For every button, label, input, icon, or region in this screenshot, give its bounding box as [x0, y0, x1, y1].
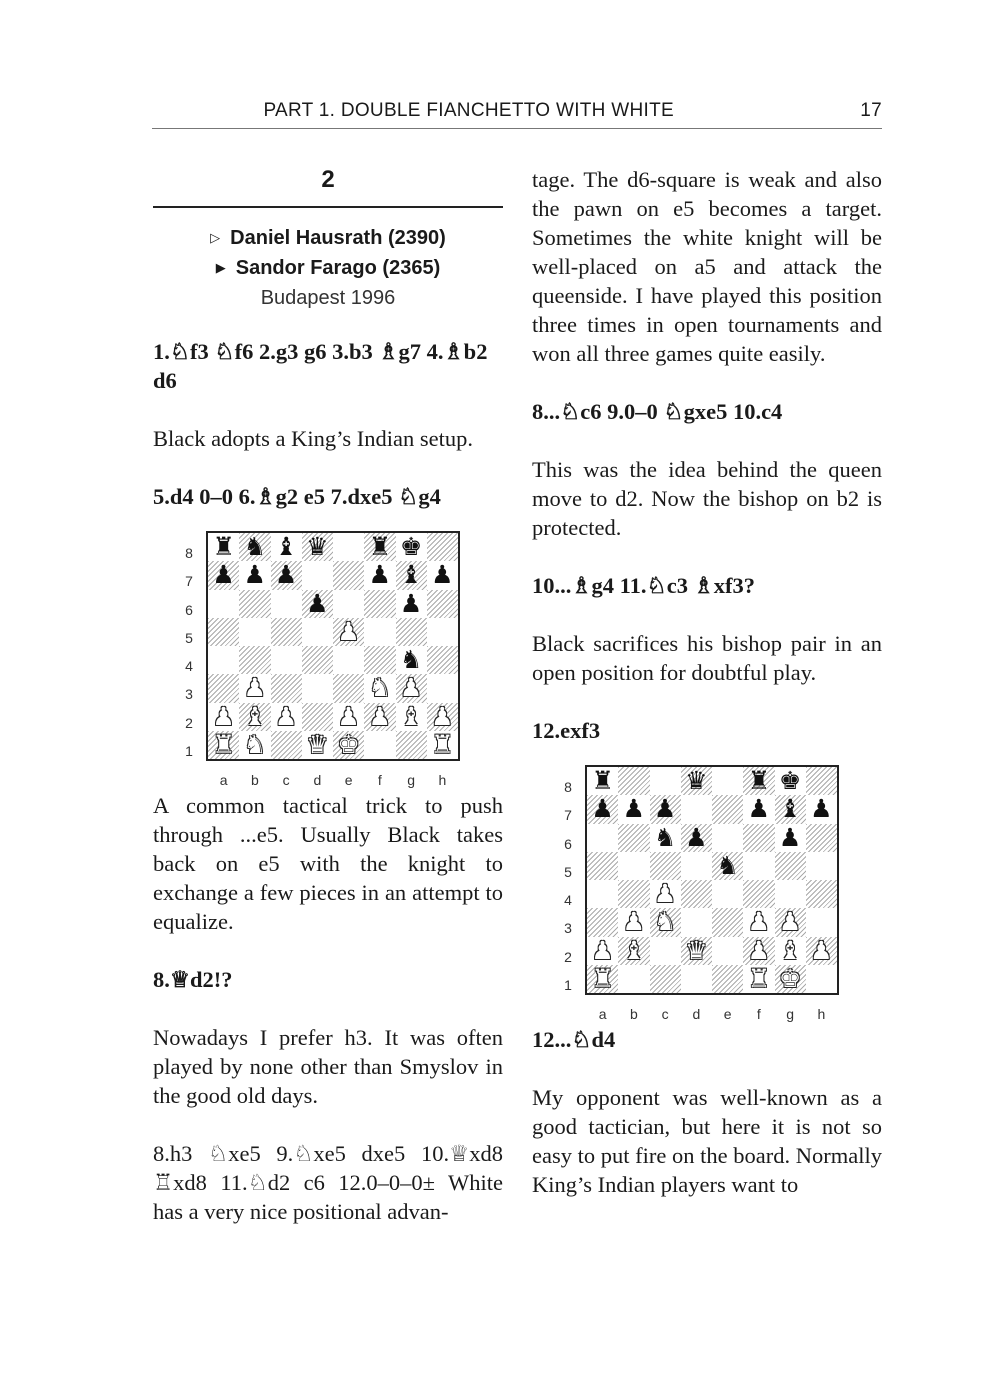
file-label: e [723, 1006, 732, 1022]
file-label: g [407, 772, 416, 788]
white-bishop-icon: ♝ [399, 701, 423, 731]
file-label: a [219, 772, 228, 788]
black-pawn-icon: ♟ [591, 794, 614, 824]
square-e7 [712, 795, 743, 823]
moves-3: 8.♕d2!? [153, 967, 233, 992]
white-pawn-icon: ♟ [431, 701, 454, 731]
square-b5 [239, 618, 270, 646]
square-e3 [712, 908, 743, 936]
white-rook-icon: ♜ [747, 963, 771, 993]
moves-7: 12...♘d4 [532, 1027, 616, 1052]
square-h1 [806, 965, 837, 993]
comment-8: My opponent was well-known as a good tactician, but here it is not so easy to put fire on the board. Normally King’s Indian players want to [532, 1085, 882, 1197]
black-bishop-icon: ♝ [778, 794, 802, 824]
comment-4: 8.h3 ♘xe5 9.♘xe5 dxe5 10.♕xd8 ♖xd8 11.♘d2 c6 12.0–0–0± White has a very nice positional advan- [153, 1141, 503, 1224]
file-label: c [282, 772, 290, 788]
white-pawn-icon: ♟ [622, 907, 646, 937]
white-pawn-icon: ♟ [399, 673, 423, 703]
white-bishop-icon: ♝ [243, 701, 267, 731]
black-knight-icon: ♞ [399, 645, 423, 674]
black-bishop-icon: ♝ [399, 560, 423, 590]
black-player: ▶ Sandor Farago (2365) [215, 257, 441, 279]
black-pawn-icon: ♟ [243, 560, 267, 590]
rank-label: 6 [185, 601, 193, 618]
game-number: 2 [321, 166, 335, 193]
square-b4 [239, 646, 270, 674]
moves-1: 1.♘f3 ♘f6 2.g3 g6 3.b3 ♗g7 4.♗b2 d6 [153, 339, 488, 393]
white-rook-icon: ♜ [212, 729, 235, 759]
comment-2: A common tactical trick to push through ...e5. Usually Black takes back on e5 with the knight to exchange a few pieces in an attempt to equalize. [153, 793, 503, 934]
square-h8 [427, 533, 458, 561]
file-label: a [598, 1006, 607, 1022]
square-e8 [712, 767, 743, 795]
square-d2 [302, 703, 333, 731]
black-queen-icon: ♛ [306, 532, 329, 561]
square-d7 [302, 561, 333, 589]
white-pawn-icon: ♟ [747, 907, 771, 937]
black-pawn-icon: ♟ [810, 794, 833, 824]
square-c1 [271, 731, 302, 759]
square-e7 [333, 561, 364, 589]
chapter-title: PART 1. DOUBLE FIANCHETTO WITH WHITE [263, 100, 674, 121]
square-c1 [650, 965, 681, 993]
black-knight-icon: ♞ [243, 532, 267, 561]
square-a3 [208, 674, 239, 702]
diagram-1 [153, 511, 503, 791]
square-c2 [650, 937, 681, 965]
white-pawn-icon: ♟ [337, 616, 360, 646]
square-b6 [239, 590, 270, 618]
black-pawn-icon: ♟ [306, 588, 329, 618]
black-pawn-icon: ♟ [212, 560, 235, 590]
white-king-icon: ♚ [337, 729, 360, 759]
black-rook-icon: ♜ [368, 532, 392, 561]
black-rook-icon: ♜ [591, 766, 614, 795]
diagram-2 [532, 745, 882, 1025]
square-h4 [427, 646, 458, 674]
white-pawn-icon: ♟ [274, 701, 298, 731]
square-d7 [681, 795, 712, 823]
square-h8 [806, 767, 837, 795]
rank-label: 1 [185, 742, 193, 759]
black-king-icon: ♚ [399, 532, 423, 561]
white-rook-icon: ♜ [591, 963, 614, 993]
moves-2: 5.d4 0–0 6.♗g2 e5 7.dxe5 ♘g4 [153, 484, 441, 509]
comment-3: Nowadays I prefer h3. It was often played by none other than Smyslov in the good old days. [153, 1025, 503, 1108]
square-h6 [427, 590, 458, 618]
file-label: g [786, 1006, 795, 1022]
black-pawn-icon: ♟ [653, 794, 677, 824]
square-d4 [302, 646, 333, 674]
square-b6 [618, 824, 649, 852]
white-pawn-icon: ♟ [337, 701, 360, 731]
black-pawn-icon: ♟ [368, 560, 392, 590]
white-pawn-icon: ♟ [810, 935, 833, 965]
chessboard-1 [185, 531, 460, 788]
left-column [153, 165, 503, 1226]
running-header [152, 98, 882, 129]
square-c4 [271, 646, 302, 674]
square-a4 [208, 646, 239, 674]
rank-label: 8 [185, 545, 193, 561]
right-column [532, 165, 882, 1199]
square-b8 [618, 767, 649, 795]
rank-label: 4 [185, 658, 193, 674]
game-players [153, 224, 503, 313]
comment-1: Black adopts a King’s Indian setup. [153, 426, 473, 451]
moves-6: 12.exf3 [532, 718, 601, 743]
file-label: h [817, 1006, 826, 1022]
white-pawn-icon: ♟ [591, 935, 614, 965]
white-queen-icon: ♛ [685, 935, 708, 965]
white-pawn-icon: ♟ [243, 673, 267, 703]
square-e8 [333, 533, 364, 561]
file-label: f [756, 1006, 761, 1022]
comment-6: This was the idea behind the queen move to d2. Now the bishop on b2 is protected. [532, 457, 882, 540]
square-c5 [650, 852, 681, 880]
square-f6 [364, 590, 395, 618]
black-bishop-icon: ♝ [274, 532, 298, 561]
rank-label: 4 [564, 892, 572, 908]
black-pawn-icon: ♟ [431, 560, 454, 590]
white-pawn-icon: ♟ [778, 907, 802, 937]
square-d3 [681, 908, 712, 936]
square-c3 [271, 674, 302, 702]
square-a5 [208, 618, 239, 646]
black-pawn-icon: ♟ [778, 822, 802, 852]
square-f6 [743, 824, 774, 852]
square-d1 [681, 965, 712, 993]
black-knight-icon: ♞ [653, 822, 677, 852]
black-queen-icon: ♛ [685, 766, 708, 795]
square-a3 [587, 908, 618, 936]
square-g1 [396, 731, 427, 759]
comment-7: Black sacrifices his bishop pair in an open position for doubtful play. [532, 631, 882, 685]
rank-label: 1 [564, 976, 572, 993]
page-number: 17 [860, 100, 882, 121]
chessboard-2 [564, 765, 839, 1022]
square-d5 [302, 618, 333, 646]
file-label: b [250, 772, 259, 788]
white-bishop-icon: ♝ [622, 935, 646, 965]
black-king-icon: ♚ [778, 766, 802, 795]
moves-4: 8...♘c6 9.0–0 ♘gxe5 10.c4 [532, 399, 783, 424]
file-label: d [313, 772, 322, 788]
white-rook-icon: ♜ [431, 729, 454, 759]
square-a4 [587, 880, 618, 908]
rank-label: 2 [564, 948, 572, 965]
square-h6 [806, 824, 837, 852]
square-f4 [364, 646, 395, 674]
square-h3 [806, 908, 837, 936]
square-b4 [618, 880, 649, 908]
comment-5: tage. The d6-square is weak and also the pawn on e5 becomes a target. Sometimes the white knight will be well-placed on a5 and attack the queenside. I have played this position three times in open tournaments and won all three games quite easily. [532, 167, 882, 366]
black-pawn-icon: ♟ [685, 822, 708, 852]
white-queen-icon: ♛ [306, 729, 329, 759]
square-e4 [333, 646, 364, 674]
square-g4 [775, 880, 806, 908]
venue: Budapest 1996 [260, 287, 396, 309]
white-knight-icon: ♞ [368, 673, 392, 703]
black-rook-icon: ♜ [747, 766, 771, 795]
file-label: e [344, 772, 353, 788]
black-pawn-icon: ♟ [747, 794, 771, 824]
square-e6 [333, 590, 364, 618]
file-label: d [692, 1006, 701, 1022]
square-d3 [302, 674, 333, 702]
square-h4 [806, 880, 837, 908]
black-triangle-icon: ▶ [215, 260, 226, 275]
square-e2 [712, 937, 743, 965]
square-c6 [271, 590, 302, 618]
black-pawn-icon: ♟ [622, 794, 646, 824]
black-pawn-icon: ♟ [274, 560, 298, 590]
square-f5 [364, 618, 395, 646]
rank-label: 2 [185, 714, 193, 731]
white-pawn-icon: ♟ [747, 935, 771, 965]
square-g5 [775, 852, 806, 880]
white-player: ▷ Daniel Hausrath (2390) [210, 227, 446, 249]
square-f1 [364, 731, 395, 759]
file-label: b [629, 1006, 638, 1022]
black-knight-icon: ♞ [716, 850, 739, 880]
square-f5 [743, 852, 774, 880]
square-e6 [712, 824, 743, 852]
rank-label: 3 [185, 686, 193, 703]
black-pawn-icon: ♟ [399, 588, 423, 618]
white-knight-icon: ♞ [243, 729, 267, 759]
white-pawn-icon: ♟ [653, 879, 677, 908]
black-rook-icon: ♜ [212, 532, 235, 561]
square-e1 [712, 965, 743, 993]
square-a6 [208, 590, 239, 618]
square-h3 [427, 674, 458, 702]
white-king-icon: ♚ [778, 963, 802, 993]
square-d5 [681, 852, 712, 880]
rank-label: 6 [564, 835, 572, 852]
square-a6 [587, 824, 618, 852]
rank-label: 3 [564, 920, 572, 937]
square-e4 [712, 880, 743, 908]
rank-label: 7 [564, 807, 572, 824]
file-label: c [661, 1006, 669, 1022]
moves-5: 10...♗g4 11.♘c3 ♗xf3? [532, 573, 756, 598]
square-e3 [333, 674, 364, 702]
white-triangle-icon: ▷ [210, 230, 221, 245]
square-h5 [427, 618, 458, 646]
square-c8 [650, 767, 681, 795]
file-label: f [377, 772, 382, 788]
square-b5 [618, 852, 649, 880]
square-b1 [618, 965, 649, 993]
white-pawn-icon: ♟ [368, 701, 392, 731]
rank-label: 5 [185, 629, 193, 646]
square-g5 [396, 618, 427, 646]
rank-label: 7 [185, 573, 193, 590]
game-divider [153, 206, 503, 208]
white-knight-icon: ♞ [653, 907, 677, 937]
white-bishop-icon: ♝ [778, 935, 802, 965]
square-a5 [587, 852, 618, 880]
rank-label: 5 [564, 863, 572, 880]
square-h5 [806, 852, 837, 880]
square-d4 [681, 880, 712, 908]
square-c5 [271, 618, 302, 646]
square-f4 [743, 880, 774, 908]
white-pawn-icon: ♟ [212, 701, 235, 731]
file-label: h [438, 772, 447, 788]
rank-label: 8 [564, 779, 572, 795]
